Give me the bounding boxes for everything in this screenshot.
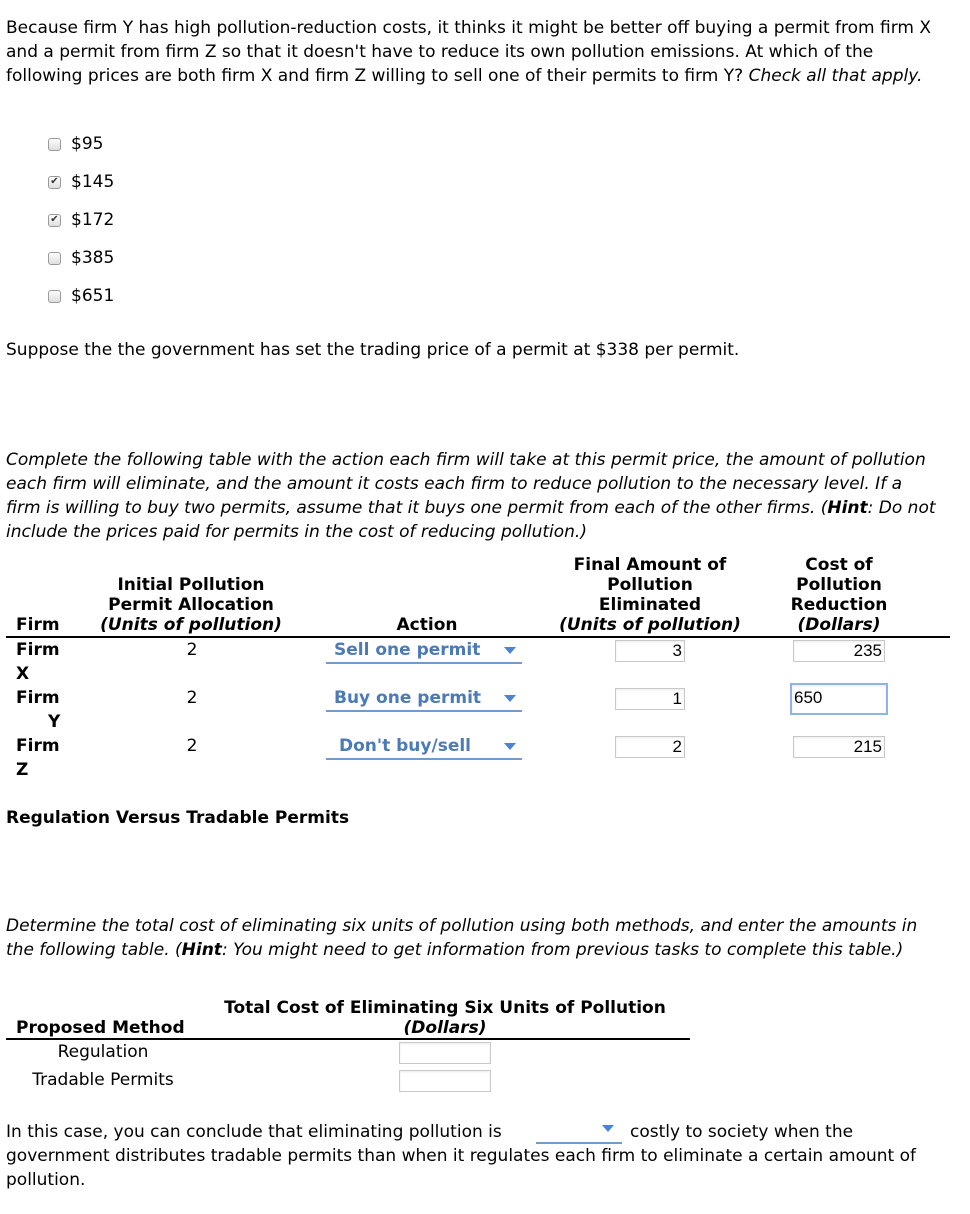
header-text: Eliminated: [598, 595, 702, 615]
hint-label: Hint: [181, 940, 222, 960]
checkbox[interactable]: [48, 290, 61, 303]
header-text: Reduction: [790, 595, 888, 615]
checkbox-checked[interactable]: ✔: [48, 214, 61, 227]
cost-input[interactable]: 650: [790, 683, 888, 715]
header-firm: Firm: [16, 615, 60, 635]
tradable-permits-cost-input[interactable]: [399, 1070, 491, 1092]
method-label: Regulation: [57, 1042, 149, 1062]
header-text: Pollution: [607, 575, 693, 595]
firm-word: Firm: [16, 688, 60, 708]
header-unit: (Units of pollution): [100, 615, 282, 635]
question-text: Because firm Y has high pollution-reduction costs, it thinks it might be better off buying a permit from firm X and a permit from firm Z so that it doesn't have to reduce its own pollution emissions. At which of the following prices are both firm X and firm Z willing to sell one of their permits to firm Y?: [6, 18, 932, 86]
firm-letter: Y: [48, 712, 61, 732]
header-text: Total Cost of Eliminating Six Units of Pollution: [224, 998, 666, 1018]
header-proposed-method: Proposed Method: [16, 1018, 185, 1038]
instruction-text: : Do not include the prices paid for permits in the cost of reducing pollution.): [6, 498, 936, 542]
action-dropdown[interactable]: [326, 734, 522, 760]
eliminated-input[interactable]: 3: [615, 640, 685, 662]
eliminated-input[interactable]: 1: [615, 688, 685, 710]
header-unit: (Dollars): [797, 615, 881, 635]
chevron-down-icon: [504, 743, 516, 750]
option-label: $145: [71, 172, 115, 192]
header-text: Pollution: [796, 575, 882, 595]
dropdown-value: Sell one permit: [334, 640, 481, 660]
header-initial-allocation: [86, 575, 296, 635]
firm-label: [16, 734, 60, 782]
chevron-down-icon: [504, 695, 516, 702]
header-unit: (Units of pollution): [559, 615, 741, 635]
trading-price-text: Suppose the the government has set the trading price of a permit at $338 per permit.: [6, 340, 740, 360]
option-row[interactable]: [48, 133, 103, 155]
firm-word: Firm: [16, 640, 60, 660]
action-dropdown[interactable]: [326, 638, 522, 664]
instruction-text: Determine the total cost of eliminating six units of pollution using both methods, and enter the amounts in the following table. (: [6, 916, 918, 960]
checkbox-checked[interactable]: ✔: [48, 176, 61, 189]
option-label: $651: [71, 286, 115, 306]
initial-allocation: 2: [186, 640, 198, 660]
option-label: $385: [71, 248, 115, 268]
option-label: $95: [71, 134, 104, 154]
hint-label: Hint: [827, 498, 868, 518]
conclusion-after: costly to society when the government distributes tradable permits than when it regulates each firm to eliminate a certain amount of pollution.: [6, 1122, 916, 1190]
header-text: Initial Pollution: [117, 575, 265, 595]
regulation-cost-input[interactable]: [399, 1042, 491, 1064]
table2-instructions: [6, 914, 936, 962]
header-text: Final Amount of: [573, 555, 727, 575]
eliminated-input[interactable]: 2: [615, 736, 685, 758]
checkbox[interactable]: [48, 252, 61, 265]
conclusion-before: In this case, you can conclude that eliminating pollution is: [6, 1122, 502, 1142]
header-action: Action: [396, 615, 458, 635]
dropdown-value: Buy one permit: [334, 688, 482, 708]
cost-input[interactable]: 215: [793, 736, 885, 758]
firm-label: [16, 638, 60, 686]
header-unit: (Dollars): [403, 1018, 487, 1038]
instruction-text: : You might need to get information from previous tasks to complete this table.): [221, 940, 904, 960]
option-row[interactable]: [48, 285, 114, 307]
table1-instructions: [6, 448, 936, 544]
method-label: Tradable Permits: [32, 1070, 174, 1090]
instruction-text: Complete the following table with the action each firm will take at this permit price, the amount of pollution each firm will eliminate, and the amount it costs each firm to reduce pollution to the necessary level. If a firm is willing to buy two permits, assume that it buys one permit from each of the other firms. (: [6, 450, 926, 518]
initial-allocation: 2: [186, 688, 198, 708]
firm-letter: Z: [16, 760, 29, 780]
option-row[interactable]: [48, 247, 114, 269]
header-text: Cost of: [805, 555, 873, 575]
option-label: $172: [71, 210, 115, 230]
header-cost-reduction: [779, 555, 899, 635]
question-prompt: [6, 16, 936, 88]
checkbox[interactable]: [48, 138, 61, 151]
cost-input[interactable]: 235: [793, 640, 885, 662]
action-dropdown[interactable]: [326, 686, 522, 712]
firm-letter: X: [16, 664, 30, 684]
question-instruction: Check all that apply.: [748, 66, 923, 86]
firm-label: [16, 686, 60, 734]
header-text: Permit Allocation: [108, 595, 274, 615]
option-row[interactable]: [48, 171, 114, 193]
dropdown-value: Don't buy/sell: [339, 736, 472, 756]
section-title: Regulation Versus Tradable Permits: [6, 808, 350, 828]
header-total-cost: [205, 998, 685, 1038]
firm-word: Firm: [16, 736, 60, 756]
header-final-eliminated: [550, 555, 750, 635]
chevron-down-icon: [504, 647, 516, 654]
initial-allocation: 2: [186, 736, 198, 756]
option-row[interactable]: [48, 209, 114, 231]
